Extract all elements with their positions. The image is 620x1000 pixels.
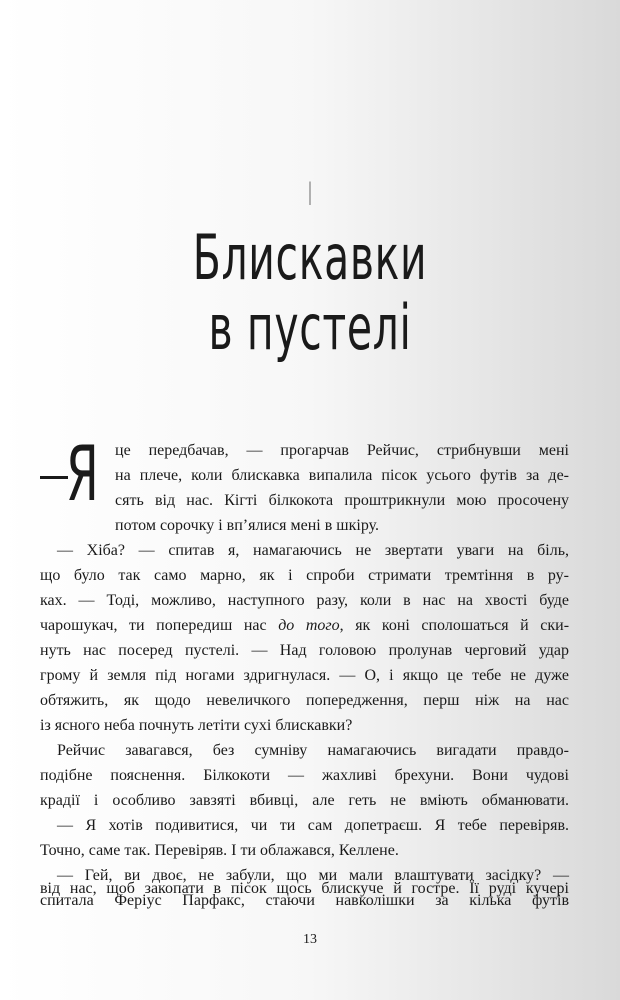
text-line: від нас, щоб закопати в пісок щось блискуче й гостре. Її руді кучері [40,880,569,897]
text-line: — Гей, ви двоє, не забули, що ми мали влаштувати засідку? — [57,867,569,884]
italic-text: до того [278,617,340,634]
text-segment: чарошукач, ти попередиш нас [40,617,267,634]
text-line: спитала Феріус Парфакс, стаючи навколішки за кілька футів [40,892,569,909]
text-line: що було так само марно, як і спроби стримати тремтіння в ру- [40,567,569,584]
text-line: обтяжить, як щодо невеличкого попередження, перш ніж на нас [40,692,569,709]
dropcap-dash [40,476,68,479]
text-line: нуть нас посеред пустелі. — Над головою пролунав черговий удар [40,642,569,659]
text-line: подібне пояснення. Білкокоти — жахливі брехуни. Вони чудові [40,767,569,784]
text-line: потом сорочку і вп’ялися мені в шкіру. [115,517,380,534]
dropcap-letter: Я [66,429,99,518]
chapter-title-line-1: Блискавки [192,221,428,294]
text-line: Точно, саме так. Перевіряв. І ти облажався, Келлене. [40,842,399,859]
text-line: це передбачав, — прогарчав Рейчис, стрибнувши мені [115,442,569,459]
text-line: сять від нас. Кігті білкокота проштрикнули мою просочену [115,492,569,509]
text-line: на плече, коли блискавка випалила пісок усього футів за де- [115,467,569,484]
text-line [40,617,569,635]
text-line: — Я хотів подивитися, чи ти сам допетраєш. Я тебе перевіряв. [57,817,569,834]
text-line: грому й земля під ногами здригнулася. — О, і якщо це тебе не дуже [40,667,569,684]
chapter-number: I [308,175,312,213]
text-line: ках. — Тоді, можливо, наступного разу, коли в нас на хвості буде [40,592,569,609]
text-line: із ясного неба почнуть летіти сухі блискавки? [40,717,353,734]
text-line: — Хіба? — спитав я, намагаючись не звертати уваги на біль, [57,542,569,559]
chapter-title-line-2: в пустелі [208,291,412,364]
text-segment: , як коні сполошаться й ски- [339,617,570,634]
text-line: Рейчис завагався, без сумніву намагаючись вигадати правдо- [57,742,569,759]
page-number: 13 [303,932,317,947]
text-line: крадії і особливо завзяті вбивці, але геть не вміють обманювати. [40,792,569,809]
